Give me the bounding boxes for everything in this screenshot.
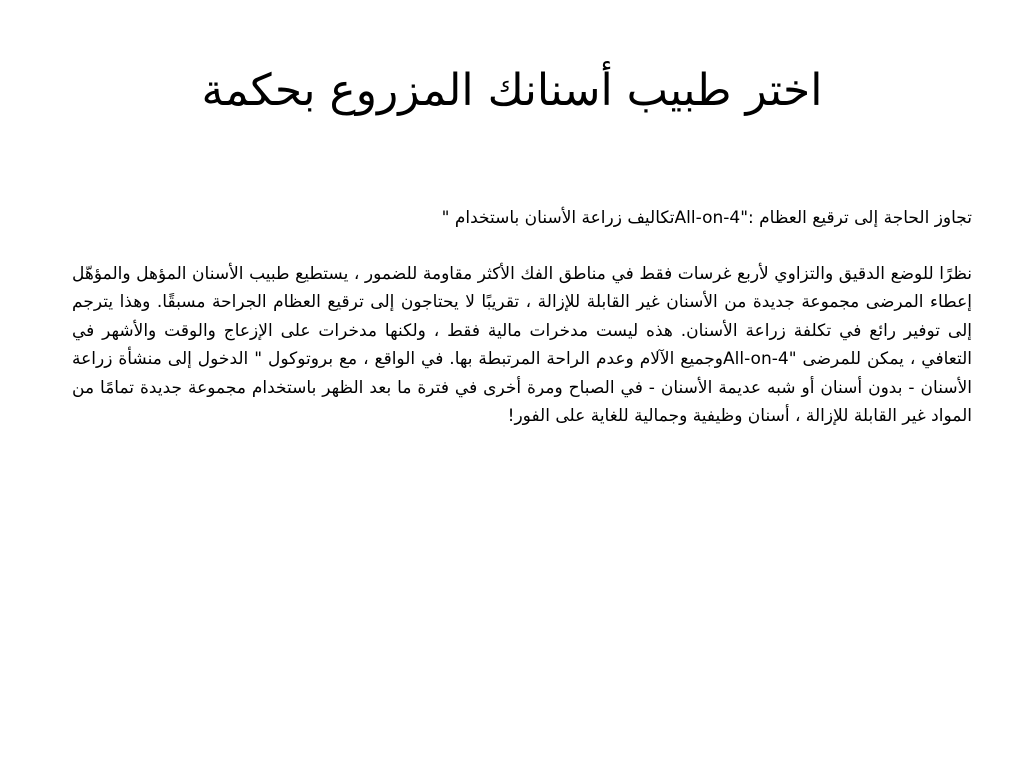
slide-title: اختر طبيب أسنانك المزروع بحكمة: [201, 65, 823, 116]
slide-body: [72, 204, 972, 431]
intro-paragraph: تجاوز الحاجة إلى ترقيع العظام :"All-on-4تكاليف زراعة الأسنان باستخدام ": [441, 208, 972, 228]
body-paragraph: نظرًا للوضع الدقيق والتزاوي لأربع غرسات فقط في مناطق الفك الأكثر مقاومة للضمور ، يستطيع طبيب الأسنان المؤهل والمؤهّل إعطاء المرضى مجموعة جديدة من الأسنان غير القابلة للإزالة ، تقريبًا لا يحتاجون إلى ترقيع العظام الجراحة مسبقًا. وهذا يترجم إلى توفير رائع في تكلفة زراعة الأسنان. هذه ليست مدخرات مالية فقط ، ولكنها مدخرات على الإزعاج والوقت والأشهر في التعافي ، يمكن للمرضى "All-on-4وجميع الآلام وعدم الراحة المرتبطة بها. في الواقع ، مع بروتوكول " الدخول إلى منشأة زراعة الأسنان - بدون أسنان أو شبه عديمة الأسنان - في الصباح ومرة أخرى في فترة ما بعد الظهر باستخدام مجموعة جديدة تمامًا من المواد غير القابلة للإزالة ، أسنان وظيفية وجمالية للغاية على الفور!: [72, 263, 973, 426]
